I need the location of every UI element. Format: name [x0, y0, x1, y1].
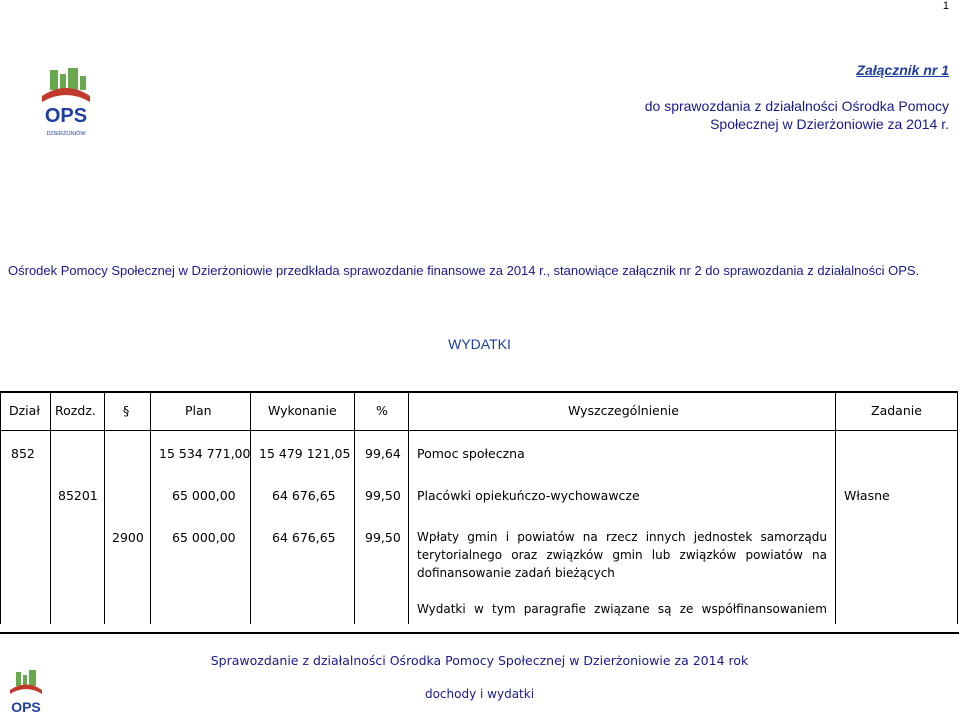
logo-city: DZIERŻONIÓW: [46, 131, 86, 137]
col-divider: [835, 393, 836, 624]
row1-plan: 15 534 771,00: [159, 446, 251, 461]
row2-rozdz: 85201: [58, 488, 98, 503]
col-divider: [150, 393, 151, 624]
row2-zadanie: Własne: [844, 488, 890, 503]
col-divider: [354, 393, 355, 624]
row2-procent: 99,50: [365, 488, 401, 503]
attachment-line-1: do sprawozdania z działalności Ośrodka Pomocy: [644, 98, 949, 114]
header-procent: %: [376, 403, 388, 418]
row3-opis-line-4: Wydatki w tym paragrafie związane są ze współfinansowaniem: [417, 602, 827, 616]
logo-brand: OPS: [44, 105, 88, 127]
row3-opis-line-1: Wpłaty gmin i powiatów na rzecz innych jednostek samorządu: [417, 530, 827, 544]
footer-title: Sprawozdanie z działalności Ośrodka Pomocy Społecznej w Dzierżoniowie za 2014 rok: [210, 653, 749, 668]
row-divider: [1, 430, 957, 431]
ops-logo: [36, 66, 96, 138]
row2-plan: 65 000,00: [172, 488, 236, 503]
row1-dzial: 852: [11, 446, 35, 461]
row1-procent: 99,64: [365, 446, 401, 461]
col-divider: [50, 393, 51, 624]
row3-opis-line-2: terytorialnego oraz związków gmin lub związków powiatów na: [417, 548, 827, 562]
row1-opis: Pomoc społeczna: [417, 446, 525, 461]
row3-opis-line-3: dofinansowanie zadań bieżących: [417, 566, 615, 580]
attachment-line-2: Społecznej w Dzierżoniowie za 2014 r.: [710, 116, 949, 132]
row3-paragraph: 2900: [112, 530, 144, 545]
col-divider: [250, 393, 251, 624]
page-divider: [0, 632, 959, 634]
intro-text: Ośrodek Pomocy Społecznej w Dzierżoniowie przedkłada sprawozdanie finansowe za 2014 r., stanowiące załącznik nr 2 do sprawozdania z działalności OPS.: [8, 263, 920, 278]
col-divider: [104, 393, 105, 624]
header-wyszczegolnienie: Wyszczególnienie: [568, 403, 679, 418]
expenses-table: [0, 391, 958, 624]
logo-small-brand: OPS: [11, 699, 41, 715]
row3-procent: 99,50: [365, 530, 401, 545]
footer-subtitle: dochody i wydatki: [424, 687, 535, 701]
page-number: 1: [942, 0, 949, 12]
row2-opis: Placówki opiekuńczo-wychowawcze: [417, 488, 640, 503]
header-paragraph: §: [123, 403, 130, 418]
row1-wykonanie: 15 479 121,05: [259, 446, 351, 461]
row3-wykonanie: 64 676,65: [272, 530, 336, 545]
header-dzial: Dział: [9, 403, 40, 418]
section-title: WYDATKI: [448, 336, 511, 352]
row3-plan: 65 000,00: [172, 530, 236, 545]
row2-wykonanie: 64 676,65: [272, 488, 336, 503]
header-rozdz: Rozdz.: [55, 403, 96, 418]
header-zadanie: Zadanie: [871, 403, 922, 418]
header-wykonanie: Wykonanie: [268, 403, 337, 418]
header-plan: Plan: [185, 403, 212, 418]
col-divider: [408, 393, 409, 624]
ops-logo-small: [6, 668, 46, 725]
attachment-title: Załącznik nr 1: [856, 62, 949, 78]
logo-tower: [50, 70, 58, 90]
